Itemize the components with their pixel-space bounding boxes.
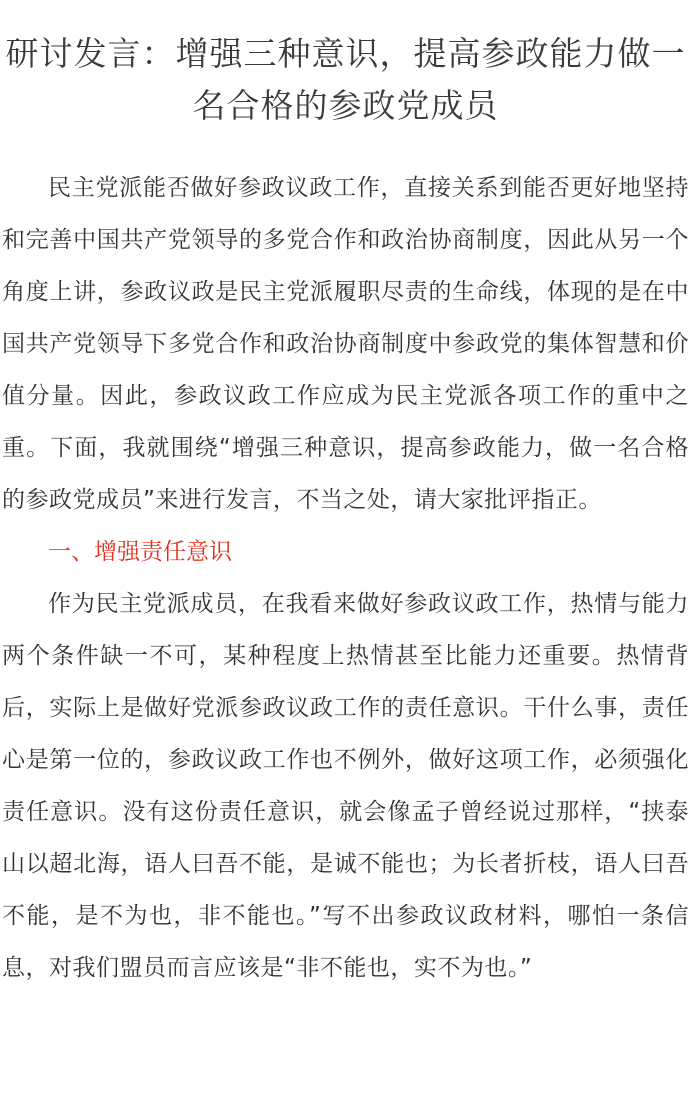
article-body: [2, 162, 689, 994]
paragraph-responsibility: 作为民主党派成员，在我看来做好参政议政工作，热情与能力两个条件缺一不可，某种程度上热情甚至比能力还重要。热情背后，实际上是做好党派参政议政工作的责任意识。干什么事，责任心是第一位的，参政议政工作也不例外，做好这项工作，必须强化责任意识。没有这份责任意识，就会像孟子曾经说过那样，“挟泰山以超北海，语人曰吾不能，是诚不能也；为长者折枝，语人曰吾不能，是不为也，非不能也。”写不出参政议政材料，哪怕一条信息，对我们盟员而言应该是“非不能也，实不为也。”: [2, 591, 689, 981]
section-heading: 一、增强责任意识: [48, 539, 232, 565]
paragraph-intro: 民主党派能否做好参政议政工作，直接关系到能否更好地坚持和完善中国共产党领导的多党合作和政治协商制度，因此从另一个角度上讲，参政议政是民主党派履职尽责的生命线，体现的是在中国共产党领导下多党合作和政治协商制度中参政党的集体智慧和价值分量。因此，参政议政工作应成为民主党派各项工作的重中之重。下面，我就围绕“增强三种意识，提高参政能力，做一名合格的参政党成员”来进行发言，不当之处，请大家批评指正。: [2, 175, 689, 513]
article-title: 研讨发言：增强三种意识，提高参政能力做一名合格的参政党成员: [5, 34, 686, 125]
